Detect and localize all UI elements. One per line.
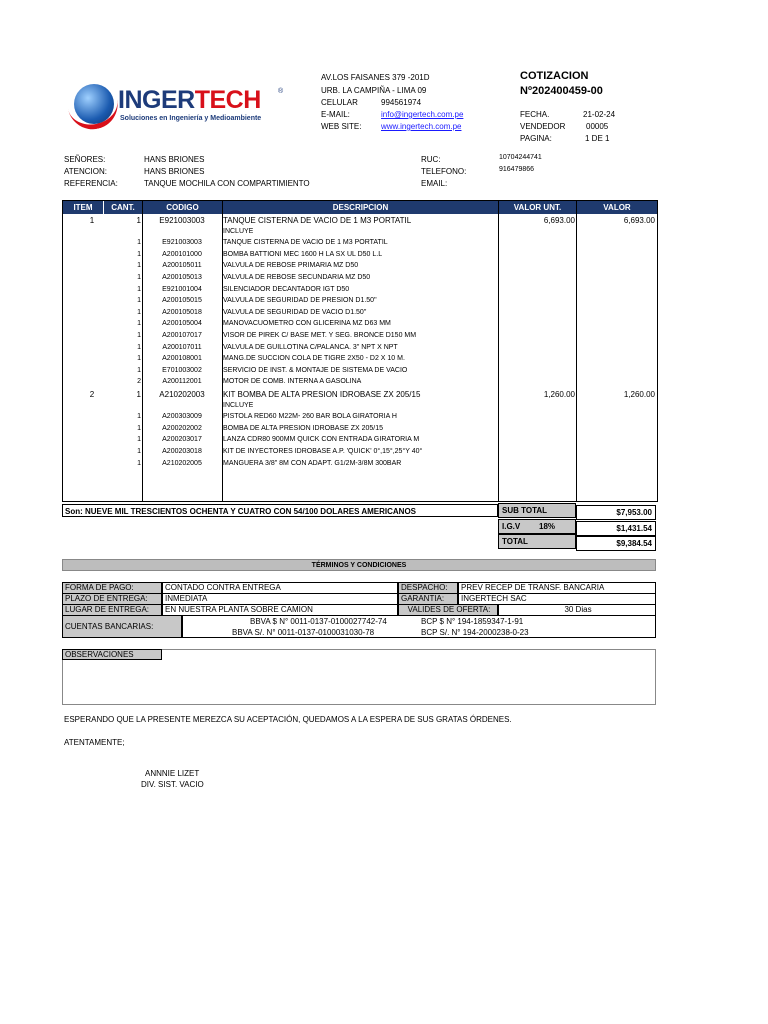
cell-cant: 1 [137,320,141,328]
cell-code: A200105011 [162,262,202,270]
cell-code: E921001004 [162,285,202,293]
company-address-1: AV.LOS FAISANES 379 -201D [321,73,430,82]
cell-cant: 1 [137,308,141,316]
bbva-pen: BBVA S/. N° 0011-0137-0100031030-78 [232,628,375,637]
cell-cant: 1 [137,448,141,455]
table-row [63,425,657,437]
total-value: $9,384.54 [576,536,656,551]
cell-code: A200203018 [162,448,202,455]
col-header-descripcion: DESCRIPCION [223,201,498,214]
fecha-label: FECHA. [520,110,550,119]
table-row [63,274,657,286]
ruc-value: 10704244741 [499,154,542,161]
table-row [63,297,657,309]
company-address-2: URB. LA CAMPIÑA - LIMA 09 [321,86,427,95]
cell-code: A210202005 [162,459,202,467]
senores-label: SEÑORES: [64,155,106,164]
terms-title: TÉRMINOS Y CONDICIONES [62,559,656,571]
cell-code: A200203017 [162,436,202,444]
email-link[interactable]: info@ingertech.com.pe [381,110,464,119]
wordmark-tech: TECH [194,86,261,114]
validez-label: VALIDES DE OFERTA: [398,604,498,616]
cell-desc: MOTOR DE COMB. INTERNA A GASOLINA [223,378,362,386]
fecha-value: 21-02-24 [583,110,616,119]
web-label: WEB SITE: [321,122,362,131]
cell-cant: 1 [137,459,141,467]
cell-vu: 6,693.00 [543,216,575,225]
quote-title: COTIZACION [520,70,589,82]
senores-value: HANS BRIONES [144,155,205,164]
observaciones-label: OBSERVACIONES [62,649,162,660]
cell-desc: VALVULA DE SEGURIDAD DE VACIO D1.50" [223,308,367,316]
email-label: E-MAIL: [321,110,350,119]
cell-code: A200303009 [162,413,202,421]
bcp-usd: BCP $ N° 194-1859347-1-91 [421,617,524,626]
telefono-label: TELEFONO: [421,167,467,176]
items-table [62,200,658,502]
cell-cant: 1 [137,332,141,339]
cell-cant: 2 [137,378,141,386]
cell-code: A200202002 [162,424,202,432]
wordmark-inger: INGER [118,86,195,114]
cell-desc: TANQUE CISTERNA DE VACIO DE 1 M3 PORTATIL [223,239,388,247]
cell-item: 2 [89,390,95,399]
cell-desc: PISTOLA RED60 M22M- 260 BAR BOLA GIRATORIA H [223,413,397,421]
cell-code: A200107011 [162,343,202,351]
garantia-label: GARANTIA: [398,593,458,605]
cell-val: 6,693.00 [623,216,655,225]
total-label: TOTAL [498,534,576,549]
company-logo [74,84,284,128]
table-row [63,367,657,379]
cell-desc: BOMBA BATTIONI MEC 1600 H LA SX UL D50 L.L [223,250,383,258]
table-row [63,332,657,344]
web-link[interactable]: www.ingertech.com.pe [381,122,462,131]
quote-number: Nº202400459-00 [520,85,603,97]
cell-code: A200105013 [162,274,202,281]
amount-in-words: Son: NUEVE MIL TRESCIENTOS OCHENTA Y CUATRO CON 54/100 DOLARES AMERICANOS [62,504,498,517]
table-row [63,262,657,274]
col-header-item: ITEM [63,201,103,214]
table-row [63,286,657,298]
bcp-pen: BCP S/. N° 194-2000238-0-23 [421,628,529,637]
plazo-label: PLAZO DE ENTREGA: [62,593,162,605]
table-row [63,309,657,321]
cell-desc: MANGUERA 3/8" 8M CON ADAPT. G1/2M-3/8M 300BAR [223,459,402,467]
table-row [63,402,657,414]
referencia-value: TANQUE MOCHILA CON COMPARTIMIENTO [144,179,310,188]
atentamente: ATENTAMENTE; [64,738,125,747]
cell-desc: VALVULA DE GUILLOTINA C/PALANCA. 3" NPT X NPT [223,343,398,351]
cell-cant: 1 [137,262,141,270]
cell-code: E921003003 [159,216,205,225]
col-header-cant: CANT. [104,201,142,214]
table-row [63,251,657,263]
cell-code: A200101000 [162,250,202,258]
cell-desc: BOMBA DE ALTA PRESION IDROBASE ZX 205/15 [223,424,384,432]
col-header-valor: VALOR [577,201,657,214]
cell-code: A200105018 [162,308,202,316]
cell-code: E921003003 [162,239,202,247]
closing-message: ESPERANDO QUE LA PRESENTE MEREZCA SU ACEPTACIÓN, QUEDAMOS A LA ESPERA DE SUS GRATAS ÓRDENES. [64,715,512,724]
cell-code: A200107017 [162,332,202,339]
table-row [63,355,657,367]
table-row [63,413,657,425]
table-row [63,228,657,240]
igv-label [498,519,576,534]
referencia-label: REFERENCIA: [64,179,118,188]
cell-cant: 1 [137,239,141,247]
cell-code: E701003002 [162,366,202,374]
cell-code: A200105015 [162,297,202,305]
celular-label: CELULAR [321,98,358,107]
bbva-usd: BBVA $ N° 0011-0137-0100027742-74 [250,617,387,626]
subtotal-label: SUB TOTAL [498,503,576,518]
cell-desc: VALVULA DE REBOSE SECUNDARIA MZ D50 [223,274,371,281]
plazo-value: INMEDIATA [162,593,398,605]
table-row [63,390,657,402]
cell-desc: VALVULA DE REBOSE PRIMARIA MZ D50 [223,262,359,270]
forma-pago-value: CONTADO CONTRA ENTREGA [162,582,398,594]
company-tagline: Soluciones en Ingeniería y Medioambiente [120,115,262,122]
cell-cant: 1 [136,390,141,399]
cell-cant: 1 [137,274,141,281]
cell-desc: LANZA CDR80 900MM QUICK CON ENTRADA GIRATORIA M [223,436,420,444]
cell-cant: 1 [137,297,141,305]
garantia-value: INGERTECH SAC [458,593,656,605]
cell-code: A210202003 [159,390,205,399]
lugar-label: LUGAR DE ENTREGA: [62,604,162,616]
cell-desc: SILENCIADOR DECANTADOR IGT D50 [223,285,350,293]
cuentas-label: CUENTAS BANCARIAS: [62,615,182,638]
table-row [63,448,657,460]
cell-cant: 1 [137,355,141,363]
pagina-label: PAGINA: [520,134,552,143]
telefono-value: 916479866 [499,166,535,173]
cell-desc: KIT BOMBA DE ALTA PRESION IDROBASE ZX 205/15 [223,390,421,399]
cell-cant: 1 [137,250,141,258]
cell-desc: KIT DE INYECTORES IDROBASE A.P. 'QUICK' 0°,15°,25°Y 40° [223,448,423,455]
cell-desc: INCLUYE [223,401,254,409]
cell-desc: MANG.DE SUCCION COLA DE TIGRE 2X50 - D2 X 10 M. [223,355,405,363]
forma-pago-label: FORMA DE PAGO: [62,582,162,594]
table-row [63,320,657,332]
vendedor-value: 00005 [586,122,609,131]
igv-value: $1,431.54 [576,521,656,536]
celular-value: 994561974 [381,98,422,107]
registered-mark: ® [278,88,284,95]
cell-code: A200105004 [162,320,202,328]
cell-desc: MANOVACUOMETRO CON GLICERINA MZ D63 MM [223,320,391,328]
lugar-value: EN NUESTRA PLANTA SOBRE CAMION [162,604,398,616]
cell-vu: 1,260.00 [543,390,575,399]
cell-cant: 1 [137,366,141,374]
cell-desc: VALVULA DE SEGURIDAD DE PRESION D1.50" [223,297,377,305]
cell-cant: 1 [137,285,141,293]
table-row [63,436,657,448]
cell-desc: TANQUE CISTERNA DE VACIO DE 1 M3 PORTATIL [223,216,412,225]
cell-cant: 1 [137,343,141,351]
client-email-label: EMAIL: [421,179,448,188]
despacho-label: DESPACHO: [398,582,458,594]
subtotal-value: $7,953.00 [576,505,656,520]
table-row [63,239,657,251]
igv-percent: 18% [539,522,556,531]
ruc-label: RUC: [421,155,441,164]
cell-cant: 1 [136,216,141,225]
cell-code: A200112001 [162,378,202,386]
validez-value: 30 Dias [498,604,656,616]
cell-code: A200108001 [162,355,202,363]
cell-cant: 1 [137,436,141,444]
cell-val: 1,260.00 [623,390,655,399]
col-header-valor-unt: VALOR UNT. [499,201,576,214]
atencion-value: HANS BRIONES [144,167,205,176]
table-row [63,460,657,472]
pagina-value: 1 DE 1 [585,134,610,143]
col-header-codigo: CODIGO [143,201,222,214]
atencion-label: ATENCION: [64,167,107,176]
cell-cant: 1 [137,413,141,421]
despacho-value: PREV RECEP DE TRANSF. BANCARIA [458,582,656,594]
table-row [63,344,657,356]
cell-item: 1 [89,216,95,225]
table-row [63,378,657,390]
signer-name: ANNNIE LIZET [145,769,200,778]
cell-desc: VISOR DE PIREK C/ BASE MET. Y SEG. BRONCE D150 MM [223,332,417,339]
signer-division: DIV. SIST. VACIO [141,780,204,789]
table-row [63,216,657,228]
company-wordmark [118,86,261,115]
cell-desc: INCLUYE [223,227,254,235]
vendedor-label: VENDEDOR [520,122,566,131]
cell-cant: 1 [137,424,141,432]
cell-desc: SERVICIO DE INST. & MONTAJE DE SISTEMA DE VACIO [223,366,408,374]
igv-label-text: I.G.V [502,522,521,531]
